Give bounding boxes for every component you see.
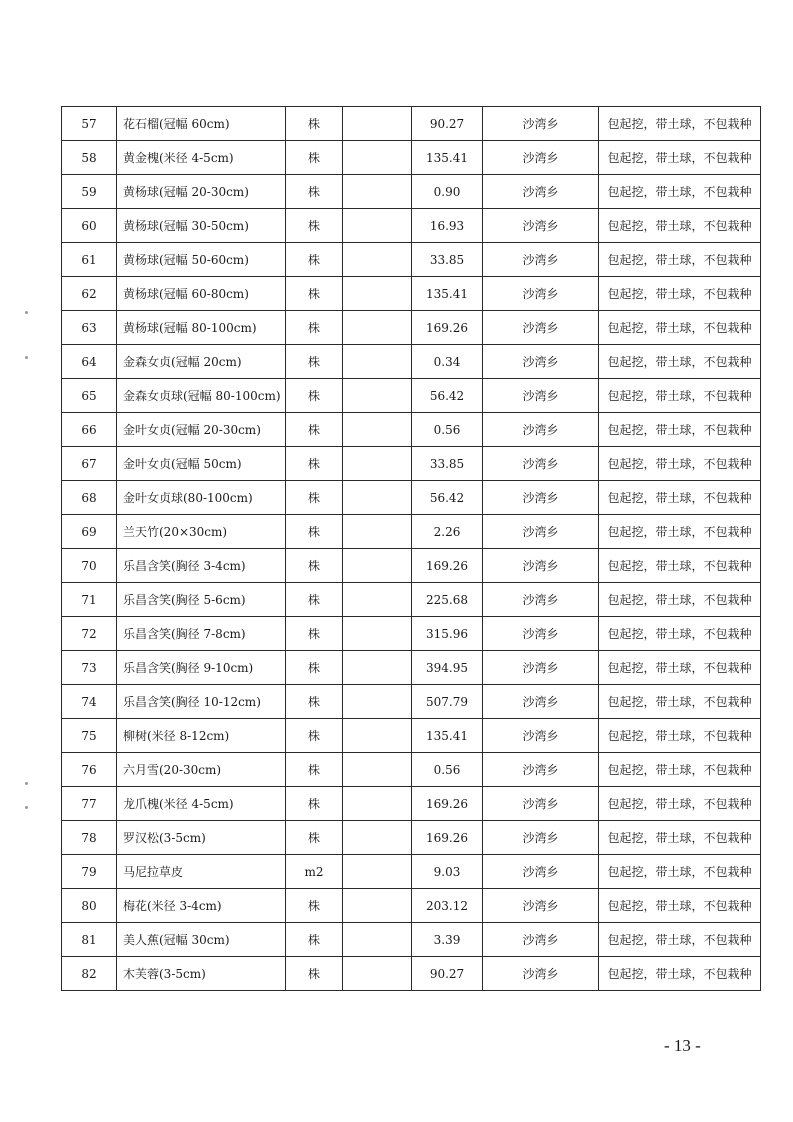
table-row	[62, 379, 761, 413]
cell-blank	[343, 719, 412, 753]
cell-item-name: 美人蕉(冠幅 30cm)	[117, 923, 286, 957]
cell-number: 63	[62, 311, 117, 345]
cell-blank	[343, 651, 412, 685]
cell-location: 沙湾乡	[483, 617, 599, 651]
cell-item-name: 兰天竹(20×30cm)	[117, 515, 286, 549]
cell-number: 67	[62, 447, 117, 481]
cell-location: 沙湾乡	[483, 243, 599, 277]
cell-price: 56.42	[412, 379, 483, 413]
cell-unit: 株	[286, 243, 343, 277]
cell-remark: 包起挖，带土球，不包栽种	[599, 787, 761, 821]
cell-price: 203.12	[412, 889, 483, 923]
cell-unit: 株	[286, 889, 343, 923]
cell-location: 沙湾乡	[483, 311, 599, 345]
cell-price: 33.85	[412, 447, 483, 481]
cell-location: 沙湾乡	[483, 413, 599, 447]
table-row	[62, 719, 761, 753]
cell-price: 169.26	[412, 787, 483, 821]
cell-item-name: 金叶女贞球(80-100cm)	[117, 481, 286, 515]
cell-item-name: 黄杨球(冠幅 80-100cm)	[117, 311, 286, 345]
cell-location: 沙湾乡	[483, 209, 599, 243]
cell-price: 315.96	[412, 617, 483, 651]
cell-location: 沙湾乡	[483, 107, 599, 141]
cell-number: 65	[62, 379, 117, 413]
cell-item-name: 黄杨球(冠幅 20-30cm)	[117, 175, 286, 209]
cell-unit: 株	[286, 923, 343, 957]
cell-unit: 株	[286, 481, 343, 515]
scan-speck	[25, 356, 28, 359]
table-row	[62, 209, 761, 243]
cell-unit: 株	[286, 107, 343, 141]
cell-blank	[343, 549, 412, 583]
cell-location: 沙湾乡	[483, 651, 599, 685]
cell-remark: 包起挖，带土球，不包栽种	[599, 957, 761, 991]
cell-remark: 包起挖，带土球，不包栽种	[599, 277, 761, 311]
cell-price: 0.56	[412, 753, 483, 787]
cell-unit: 株	[286, 209, 343, 243]
cell-number: 68	[62, 481, 117, 515]
scan-speck	[25, 806, 28, 809]
cell-location: 沙湾乡	[483, 141, 599, 175]
cell-remark: 包起挖，带土球，不包栽种	[599, 889, 761, 923]
cell-blank	[343, 753, 412, 787]
cell-number: 61	[62, 243, 117, 277]
cell-blank	[343, 855, 412, 889]
table-row	[62, 787, 761, 821]
cell-blank	[343, 141, 412, 175]
cell-unit: 株	[286, 515, 343, 549]
table-row	[62, 345, 761, 379]
cell-number: 73	[62, 651, 117, 685]
cell-location: 沙湾乡	[483, 719, 599, 753]
cell-price: 169.26	[412, 821, 483, 855]
cell-blank	[343, 957, 412, 991]
cell-item-name: 黄杨球(冠幅 30-50cm)	[117, 209, 286, 243]
cell-price: 33.85	[412, 243, 483, 277]
cell-blank	[343, 889, 412, 923]
cell-unit: 株	[286, 141, 343, 175]
table-row	[62, 821, 761, 855]
cell-blank	[343, 277, 412, 311]
cell-location: 沙湾乡	[483, 787, 599, 821]
cell-unit: 株	[286, 345, 343, 379]
cell-blank	[343, 413, 412, 447]
cell-blank	[343, 481, 412, 515]
cell-unit: 株	[286, 957, 343, 991]
cell-location: 沙湾乡	[483, 583, 599, 617]
cell-item-name: 黄杨球(冠幅 50-60cm)	[117, 243, 286, 277]
cell-blank	[343, 209, 412, 243]
table-row	[62, 651, 761, 685]
cell-unit: 株	[286, 685, 343, 719]
cell-unit: 株	[286, 617, 343, 651]
cell-remark: 包起挖，带土球，不包栽种	[599, 923, 761, 957]
cell-location: 沙湾乡	[483, 175, 599, 209]
cell-number: 69	[62, 515, 117, 549]
scan-speck	[25, 782, 28, 785]
cell-remark: 包起挖，带土球，不包栽种	[599, 243, 761, 277]
table-row	[62, 515, 761, 549]
cell-unit: m2	[286, 855, 343, 889]
cell-item-name: 花石榴(冠幅 60cm)	[117, 107, 286, 141]
table-row	[62, 923, 761, 957]
table-body	[62, 107, 761, 991]
cell-remark: 包起挖，带土球，不包栽种	[599, 345, 761, 379]
cell-price: 169.26	[412, 549, 483, 583]
cell-number: 59	[62, 175, 117, 209]
cell-unit: 株	[286, 583, 343, 617]
page-number: - 13 -	[664, 1036, 701, 1055]
cell-number: 71	[62, 583, 117, 617]
cell-price: 0.34	[412, 345, 483, 379]
cell-remark: 包起挖，带土球，不包栽种	[599, 685, 761, 719]
cell-blank	[343, 583, 412, 617]
cell-price: 169.26	[412, 311, 483, 345]
cell-remark: 包起挖，带土球，不包栽种	[599, 175, 761, 209]
cell-remark: 包起挖，带土球，不包栽种	[599, 549, 761, 583]
cell-unit: 株	[286, 719, 343, 753]
cell-location: 沙湾乡	[483, 447, 599, 481]
table-row	[62, 311, 761, 345]
cell-unit: 株	[286, 277, 343, 311]
cell-remark: 包起挖，带土球，不包栽种	[599, 753, 761, 787]
cell-number: 76	[62, 753, 117, 787]
cell-number: 75	[62, 719, 117, 753]
cell-remark: 包起挖，带土球，不包栽种	[599, 141, 761, 175]
cell-remark: 包起挖，带土球，不包栽种	[599, 107, 761, 141]
cell-item-name: 金叶女贞(冠幅 20-30cm)	[117, 413, 286, 447]
cell-price: 90.27	[412, 107, 483, 141]
table-row	[62, 413, 761, 447]
cell-location: 沙湾乡	[483, 685, 599, 719]
cell-price: 90.27	[412, 957, 483, 991]
cell-remark: 包起挖，带土球，不包栽种	[599, 855, 761, 889]
cell-item-name: 乐昌含笑(胸径 7-8cm)	[117, 617, 286, 651]
cell-number: 77	[62, 787, 117, 821]
cell-price: 3.39	[412, 923, 483, 957]
cell-number: 66	[62, 413, 117, 447]
cell-location: 沙湾乡	[483, 821, 599, 855]
cell-number: 62	[62, 277, 117, 311]
cell-blank	[343, 311, 412, 345]
cell-number: 81	[62, 923, 117, 957]
cell-unit: 株	[286, 379, 343, 413]
cell-number: 58	[62, 141, 117, 175]
table-row	[62, 277, 761, 311]
cell-item-name: 乐昌含笑(胸径 3-4cm)	[117, 549, 286, 583]
cell-number: 82	[62, 957, 117, 991]
cell-item-name: 黄杨球(冠幅 60-80cm)	[117, 277, 286, 311]
table-row	[62, 107, 761, 141]
cell-item-name: 金森女贞(冠幅 20cm)	[117, 345, 286, 379]
table-row	[62, 447, 761, 481]
cell-item-name: 梅花(米径 3-4cm)	[117, 889, 286, 923]
cell-item-name: 金叶女贞(冠幅 50cm)	[117, 447, 286, 481]
cell-blank	[343, 379, 412, 413]
cell-location: 沙湾乡	[483, 345, 599, 379]
cell-unit: 株	[286, 311, 343, 345]
cell-blank	[343, 175, 412, 209]
table-row	[62, 753, 761, 787]
cell-item-name: 马尼拉草皮	[117, 855, 286, 889]
table-row	[62, 481, 761, 515]
cell-item-name: 黄金槐(米径 4-5cm)	[117, 141, 286, 175]
cell-price: 56.42	[412, 481, 483, 515]
cell-unit: 株	[286, 413, 343, 447]
cell-unit: 株	[286, 787, 343, 821]
cell-number: 72	[62, 617, 117, 651]
cell-blank	[343, 821, 412, 855]
table-row	[62, 889, 761, 923]
cell-number: 74	[62, 685, 117, 719]
cell-remark: 包起挖，带土球，不包栽种	[599, 481, 761, 515]
cell-remark: 包起挖，带土球，不包栽种	[599, 821, 761, 855]
cell-price: 135.41	[412, 141, 483, 175]
table-row	[62, 175, 761, 209]
cell-number: 60	[62, 209, 117, 243]
cell-price: 394.95	[412, 651, 483, 685]
cell-number: 79	[62, 855, 117, 889]
cell-location: 沙湾乡	[483, 855, 599, 889]
cell-blank	[343, 447, 412, 481]
cell-remark: 包起挖，带土球，不包栽种	[599, 583, 761, 617]
table-row	[62, 855, 761, 889]
cell-item-name: 罗汉松(3-5cm)	[117, 821, 286, 855]
cell-blank	[343, 107, 412, 141]
cell-location: 沙湾乡	[483, 277, 599, 311]
cell-remark: 包起挖，带土球，不包栽种	[599, 379, 761, 413]
table-row	[62, 141, 761, 175]
table-row	[62, 685, 761, 719]
cell-blank	[343, 685, 412, 719]
cell-price: 9.03	[412, 855, 483, 889]
cell-location: 沙湾乡	[483, 549, 599, 583]
cell-unit: 株	[286, 175, 343, 209]
cell-remark: 包起挖，带土球，不包栽种	[599, 413, 761, 447]
cell-item-name: 乐昌含笑(胸径 5-6cm)	[117, 583, 286, 617]
cell-location: 沙湾乡	[483, 889, 599, 923]
cell-price: 2.26	[412, 515, 483, 549]
cell-price: 0.90	[412, 175, 483, 209]
cell-location: 沙湾乡	[483, 515, 599, 549]
cell-location: 沙湾乡	[483, 923, 599, 957]
cell-location: 沙湾乡	[483, 753, 599, 787]
cell-blank	[343, 923, 412, 957]
cell-number: 57	[62, 107, 117, 141]
cell-location: 沙湾乡	[483, 957, 599, 991]
cell-item-name: 木芙蓉(3-5cm)	[117, 957, 286, 991]
cell-location: 沙湾乡	[483, 379, 599, 413]
cell-location: 沙湾乡	[483, 481, 599, 515]
cell-item-name: 龙爪槐(米径 4-5cm)	[117, 787, 286, 821]
cell-price: 225.68	[412, 583, 483, 617]
cell-blank	[343, 345, 412, 379]
cell-item-name: 乐昌含笑(胸径 9-10cm)	[117, 651, 286, 685]
cell-blank	[343, 787, 412, 821]
cell-item-name: 金森女贞球(冠幅 80-100cm)	[117, 379, 286, 413]
cell-price: 507.79	[412, 685, 483, 719]
cell-number: 70	[62, 549, 117, 583]
cell-price: 135.41	[412, 719, 483, 753]
cell-unit: 株	[286, 821, 343, 855]
cell-remark: 包起挖，带土球，不包栽种	[599, 515, 761, 549]
cell-item-name: 乐昌含笑(胸径 10-12cm)	[117, 685, 286, 719]
cell-item-name: 六月雪(20-30cm)	[117, 753, 286, 787]
cell-unit: 株	[286, 447, 343, 481]
cell-remark: 包起挖，带土球，不包栽种	[599, 447, 761, 481]
cell-unit: 株	[286, 651, 343, 685]
cell-price: 16.93	[412, 209, 483, 243]
cell-blank	[343, 617, 412, 651]
cell-remark: 包起挖，带土球，不包栽种	[599, 209, 761, 243]
cell-remark: 包起挖，带土球，不包栽种	[599, 651, 761, 685]
cell-remark: 包起挖，带土球，不包栽种	[599, 719, 761, 753]
table-row	[62, 583, 761, 617]
table-row	[62, 243, 761, 277]
cell-remark: 包起挖，带土球，不包栽种	[599, 617, 761, 651]
cell-unit: 株	[286, 549, 343, 583]
table-row	[62, 549, 761, 583]
price-table	[61, 106, 761, 991]
cell-price: 135.41	[412, 277, 483, 311]
table-row	[62, 957, 761, 991]
scan-speck	[25, 311, 28, 314]
table-row	[62, 617, 761, 651]
cell-blank	[343, 515, 412, 549]
cell-item-name: 柳树(米径 8-12cm)	[117, 719, 286, 753]
cell-unit: 株	[286, 753, 343, 787]
cell-number: 80	[62, 889, 117, 923]
cell-blank	[343, 243, 412, 277]
cell-number: 64	[62, 345, 117, 379]
cell-remark: 包起挖，带土球，不包栽种	[599, 311, 761, 345]
cell-number: 78	[62, 821, 117, 855]
cell-price: 0.56	[412, 413, 483, 447]
